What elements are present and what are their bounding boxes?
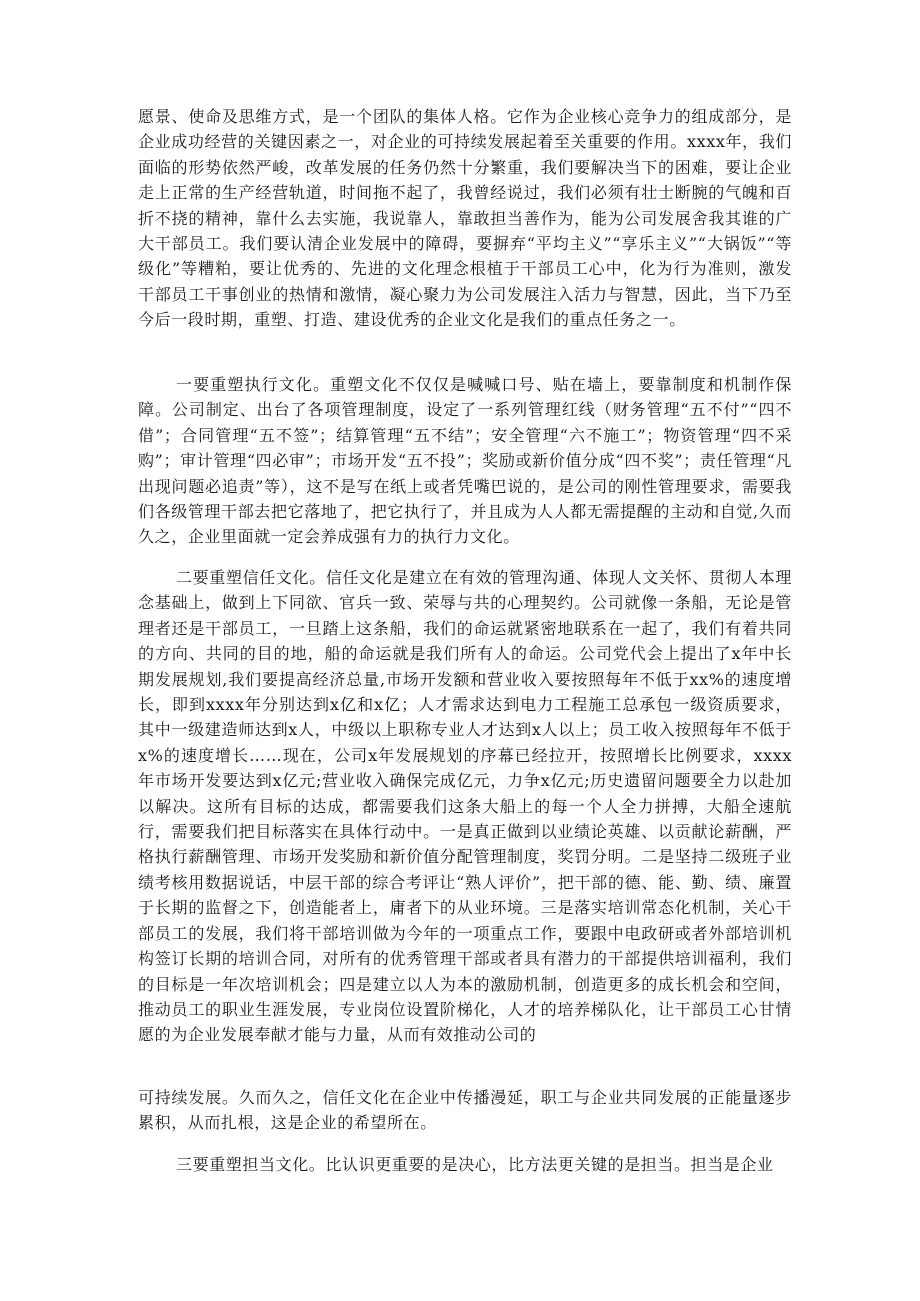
paragraph-responsibility-culture: 三要重塑担当文化。比认识更重要的是决心，比方法更关键的是担当。担当是企业 bbox=[176, 1155, 774, 1174]
paragraph-intro: 愿景、使命及思维方式，是一个团队的集体人格。它作为企业核心竞争力的组成部分，是企业成功经营的关键因素之一，对企业的可持续发展起着至关重要的作用。xxxx年，我们面临的形势依然严峻，改革发展的任务仍然十分繁重，我们要解决当下的困难，要让企业走上正常的生产经营轨道，时间拖不起了，我曾经说过，我们必须有壮士断腕的气魄和百折不挠的精神，靠什么去实施，我说靠人，靠敢担当善作为，能为公司发展舍我其谁的广大干部员工。我们要认清企业发展中的障碍，要摒弃“平均主义”“享乐主义”“大锅饭”“等级化”等糟粕，要让优秀的、先进的文化理念根植于干部员工心中，化为行为准则，激发干部员工干事创业的热情和激情，凝心聚力为公司发展注入活力与智慧，因此，当下乃至今后一段时期，重塑、打造、建设优秀的企业文化是我们的重点任务之一。 bbox=[138, 107, 792, 330]
paragraph-trust-culture: 二要重塑信任文化。信任文化是建立在有效的管理沟通、体现人文关怀、贯彻人本理念基础上，做到上下同欲、官兵一致、荣辱与共的心理契约。公司就像一条船，无论是管理者还是干部员工，一旦踏上这条船，我们的命运就紧密地联系在一起了，我们有着共同的方向、共同的目的地，船的命运就是我们所有人的命运。公司党代会上提出了x年中长期发展规划,我们要提高经济总量,市场开发额和营业收入要按照每年不低于xx%的速度增长，即到xxxx年分别达到x亿和x亿；人才需求达到电力工程施工总承包一级资质要求，其中一级建造师达到x人，中级以上职称专业人才达到x人以上；员工收入按照每年不低于x%的速度增长……现在，公司x年发展规划的序幕已经拉开，按照增长比例要求，xxxx年市场开发要达到x亿元;营业收入确保完成亿元，力争x亿元;历史遗留问题要全力以赴加以解决。这所有目标的达成，都需要我们这条大船上的每一个人全力拼搏，大船全速航行，需要我们把目标落实在具体行动中。一是真正做到以业绩论英雄、以贡献论薪酬，严格执行薪酬管理、市场开发奖励和新价值分配管理制度，奖罚分明。二是坚持二级班子业绩考核用数据说话，中层干部的综合考评让“熟人评价”，把干部的德、能、勤、绩、廉置于长期的监督之下，创造能者上，庸者下的从业环境。三是落实培训常态化机制，关心干部员工的发展，我们将干部培训做为今年的一项重点工作，要跟中电政研或者外部培训机构签订长期的培训合同，对所有的优秀管理干部或者具有潜力的干部提供培训福利，我们的目标是一年次培训机会；四是建立以人为本的激励机制，创造更多的成长机会和空间，推动员工的职业生涯发展，专业岗位设置阶梯化，人才的培养梯队化，让干部员工心甘情愿的为企业发展奉献才能与力量，从而有效推动公司的 bbox=[138, 568, 792, 1045]
paragraph-trust-culture-continued: 可持续发展。久而久之，信任文化在企业中传播漫延，职工与企业共同发展的正能量逐步累积，从而扎根，这是企业的希望所在。 bbox=[138, 1088, 792, 1133]
paragraph-execution-culture: 一要重塑执行文化。重塑文化不仅仅是喊喊口号、贴在墙上，要靠制度和机制作保障。公司制定、出台了各项管理制度，设定了一系列管理红线（财务管理“五不付”“四不借”；合同管理“五不签”；结算管理“五不结”；安全管理“六不施工”；物资管理“四不采购”；审计管理“四必审”；市场开发“五不投”；奖励或新价值分成“四不奖”；责任管理“凡出现问题必追责”等），这不是写在纸上或者凭嘴巴说的，是公司的刚性管理要求，需要我们各级管理干部去把它落地了，把它执行了，并且成为人人都无需提醒的主动和自觉,久而久之，企业里面就一定会养成强有力的执行力文化。 bbox=[138, 375, 792, 547]
